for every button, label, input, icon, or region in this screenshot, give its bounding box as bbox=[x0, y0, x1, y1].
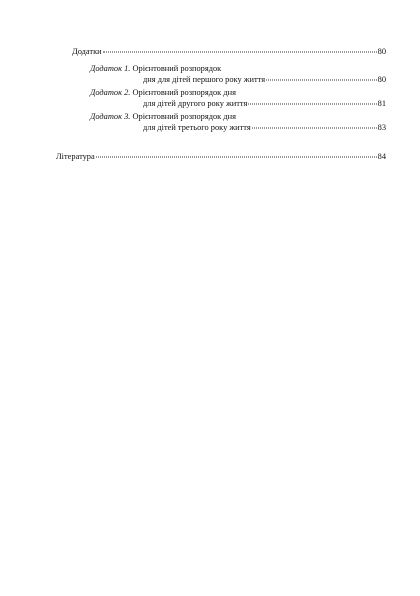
dot-leader bbox=[266, 80, 377, 81]
toc-page-number: 84 bbox=[377, 152, 386, 161]
toc-page-number: 81 bbox=[377, 99, 386, 108]
appendix-title-line-2: для дітей третього року життя bbox=[143, 123, 251, 132]
toc-entry-appendix-3 bbox=[0, 112, 420, 136]
toc-entry-appendix-1 bbox=[0, 64, 420, 88]
toc-page-number: 83 bbox=[377, 123, 386, 132]
toc-entry-appendices bbox=[72, 47, 386, 56]
dot-leader bbox=[248, 104, 376, 105]
toc-page-number: 80 bbox=[377, 47, 386, 56]
appendix-title-line-1: Орієнтовний розпорядок bbox=[132, 64, 222, 73]
dot-leader bbox=[252, 128, 377, 129]
appendix-title-line-2: дня для дітей першого року життя bbox=[143, 75, 266, 84]
toc-page-number: 80 bbox=[377, 75, 386, 84]
appendix-prefix: Додаток 3. bbox=[90, 112, 131, 121]
dot-leader bbox=[103, 52, 377, 53]
appendix-prefix: Додаток 2. bbox=[90, 88, 131, 97]
toc-entry-appendix-2 bbox=[0, 88, 420, 112]
appendix-title-line-1: Орієнтовний розпорядок дня bbox=[132, 88, 236, 97]
dot-leader bbox=[96, 157, 377, 158]
toc-entry-label: Додатки bbox=[72, 47, 102, 56]
toc-entry-literature bbox=[56, 152, 386, 161]
toc-entry-label: Література bbox=[56, 152, 95, 161]
appendix-title-line-2: для дітей другого року життя bbox=[143, 99, 248, 108]
appendix-title-line-1: Орієнтовний розпорядок дня bbox=[132, 112, 236, 121]
appendix-prefix: Додаток 1. bbox=[90, 64, 131, 73]
